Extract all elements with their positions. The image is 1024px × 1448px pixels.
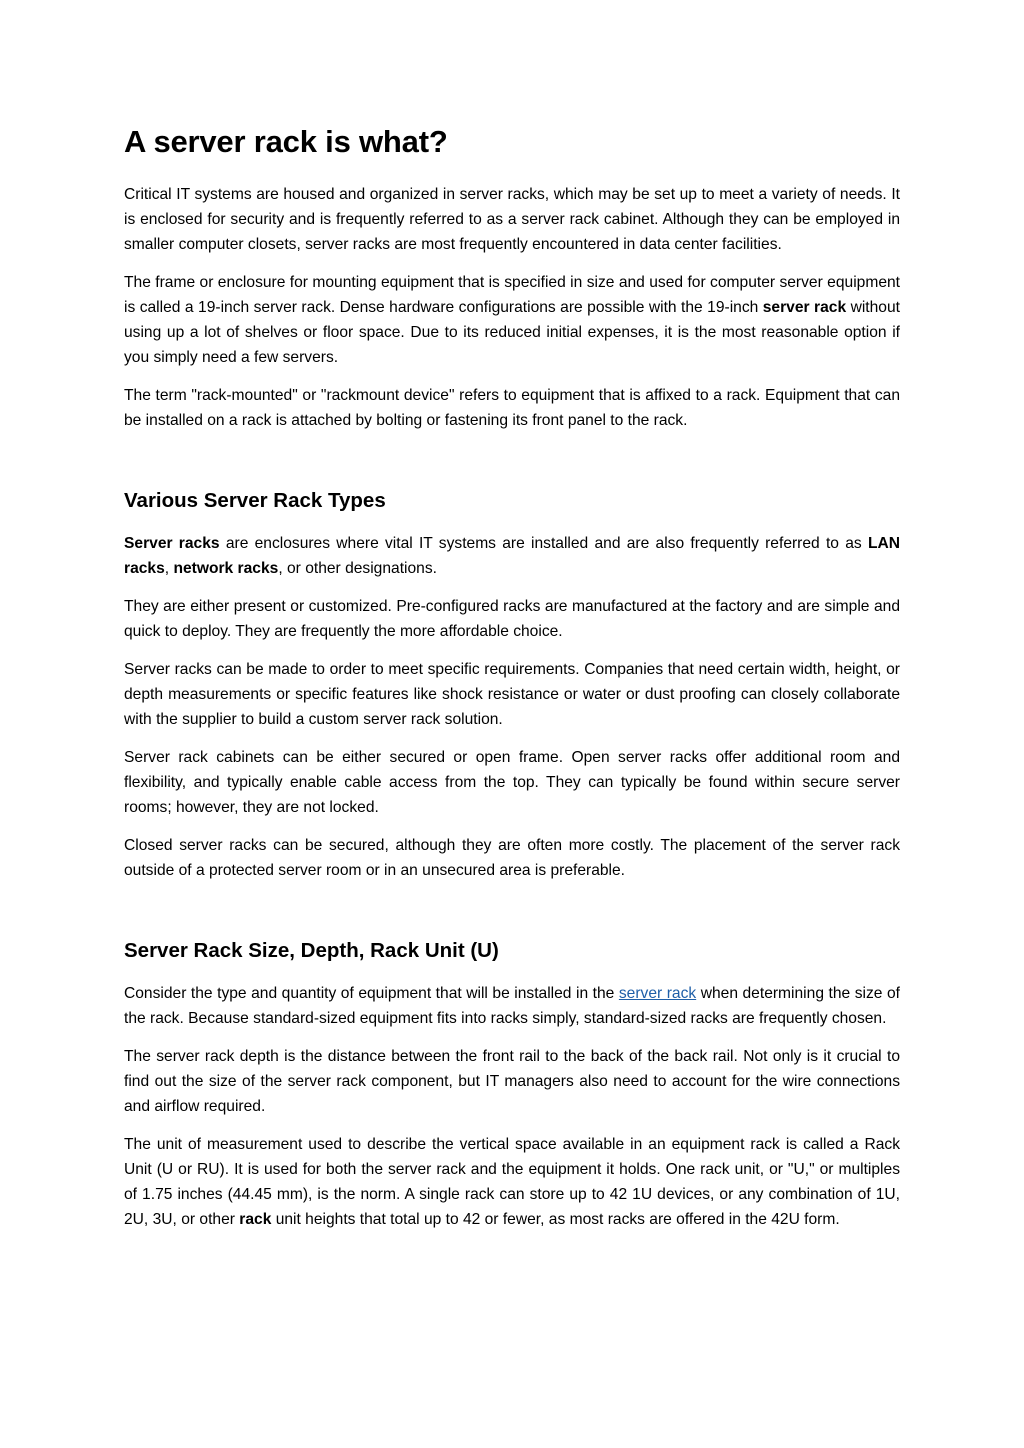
- text-span: without using up a lot of shelves or floor space. Due to its reduced initial expenses, it is the most reasonable option if you simply need a few servers.: [124, 299, 900, 367]
- paragraph-closed-racks: Closed server racks can be secured, although they are often more costly. The placement of the server rack outside of a protected server room or in an unsecured area is preferable.: [124, 836, 900, 879]
- text-span: , or other designations.: [278, 559, 437, 577]
- paragraph-preconfigured: They are either present or customized. Pre-configured racks are manufactured at the factory and are simple and quick to deploy. They are frequently the more affordable choice.: [124, 597, 900, 640]
- text-span: ,: [164, 559, 174, 577]
- text-span: The unit of measurement used to describe the vertical space available in an equipment rack is called a Rack Unit (U or RU). It is used for both the server rack and the equipment it holds. One rack unit, or "U," or multiples of 1.75 inches (44.45 mm), is the norm. A single rack can store up to 42 1U devices, or any combination of 1U, 2U, 3U, or other: [124, 1135, 900, 1228]
- paragraph-rack-depth: The server rack depth is the distance between the front rail to the back of the back rail. Not only is it crucial to find out the size of the server rack component, but IT managers also need to account for the wire connections and airflow required.: [124, 1047, 900, 1115]
- section-heading-types: Various Server Rack Types: [124, 489, 386, 513]
- text-span: Consider the type and quantity of equipment that will be installed in the: [124, 984, 619, 1002]
- paragraph-19-inch-rack: [124, 270, 900, 370]
- bold-term-lan-racks: LAN racks: [124, 534, 900, 577]
- paragraph-custom-racks: Server racks can be made to order to meet specific requirements. Companies that need certain width, height, or depth measurements or specific features like shock resistance or water or dust proofing can closely collaborate with the supplier to build a custom server rack solution.: [124, 660, 900, 728]
- server-rack-link[interactable]: server rack: [618, 984, 697, 1002]
- document-page: [124, 122, 900, 1245]
- text-span: when determining the size of the rack. Because standard-sized equipment fits into racks simply, standard-sized racks are frequently chosen.: [124, 984, 900, 1027]
- paragraph-intro: Critical IT systems are housed and organized in server racks, which may be set up to meet a variety of needs. It is enclosed for security and is frequently referred to as a server rack cabinet. Although they can be employed in smaller computer closets, server racks are most frequently encountered in data center facilities.: [124, 186, 900, 254]
- section-spacer: [124, 446, 900, 488]
- text-span: unit heights that total up to 42 or fewer, as most racks are offered in the 42U form.: [271, 1210, 840, 1228]
- paragraph-rack-size: [124, 981, 900, 1031]
- section-heading-size: Server Rack Size, Depth, Rack Unit (U): [124, 938, 499, 962]
- text-span: The frame or enclosure for mounting equipment that is specified in size and used for computer server equipment is called a 19-inch server rack. Dense hardware configurations are possible with the 19-inch: [124, 274, 900, 317]
- page-title: A server rack is what?: [124, 124, 448, 159]
- paragraph-rack-mounted: The term "rack-mounted" or "rackmount device" refers to equipment that is affixed to a rack. Equipment that can be installed on a rack is attached by bolting or fastening its front panel to the rack.: [124, 387, 900, 430]
- bold-term-network-racks: network racks: [173, 559, 279, 577]
- paragraph-rack-unit: [124, 1132, 900, 1232]
- paragraph-open-frame: Server rack cabinets can be either secured or open frame. Open server racks offer additional room and flexibility, and typically enable cable access from the top. They can typically be found within secure server rooms; however, they are not locked.: [124, 748, 900, 816]
- bold-term-server-rack: server rack: [762, 299, 847, 317]
- bold-term-rack: rack: [239, 1210, 272, 1228]
- paragraph-server-racks-defined: [124, 531, 900, 581]
- bold-term-server-racks: Server racks: [124, 534, 220, 552]
- text-span: are enclosures where vital IT systems are installed and are also frequently referred to as: [219, 534, 868, 552]
- section-spacer: [124, 896, 900, 938]
